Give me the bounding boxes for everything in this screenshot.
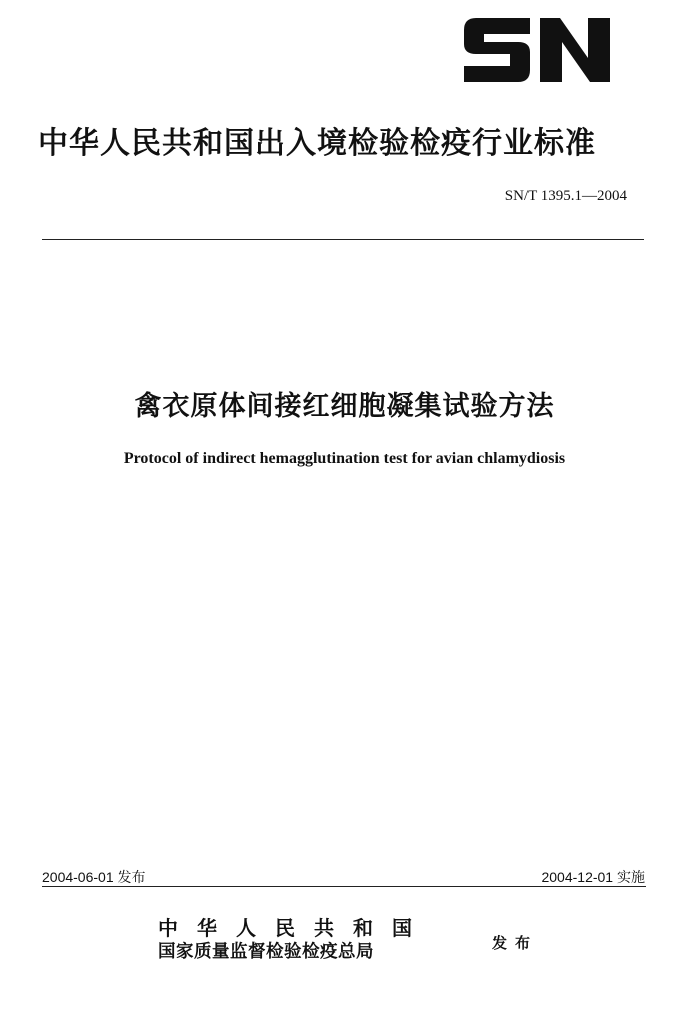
sn-logo xyxy=(462,14,612,86)
standard-code: SN/T 1395.1—2004 xyxy=(504,188,627,204)
footer-divider xyxy=(42,886,646,887)
publish-label: 发布 xyxy=(492,934,539,952)
publisher-block xyxy=(158,916,431,964)
issue-date: 2004-06-01 发布 xyxy=(42,869,146,885)
document-title-english: Protocol of indirect hemagglutination test for avian chlamydiosis xyxy=(123,450,566,467)
sn-logo-mark xyxy=(462,14,612,86)
document-title-chinese: 禽衣原体间接红细胞凝集试验方法 xyxy=(134,391,555,422)
publisher-country: 中华人民共和国 xyxy=(158,916,431,940)
implementation-date: 2004-12-01 实施 xyxy=(541,869,645,885)
publisher-agency: 国家质量监督检验检疫总局 xyxy=(158,942,374,962)
header-divider xyxy=(42,239,644,240)
issuing-organization: 中华人民共和国出入境检验检疫行业标准 xyxy=(38,126,596,161)
